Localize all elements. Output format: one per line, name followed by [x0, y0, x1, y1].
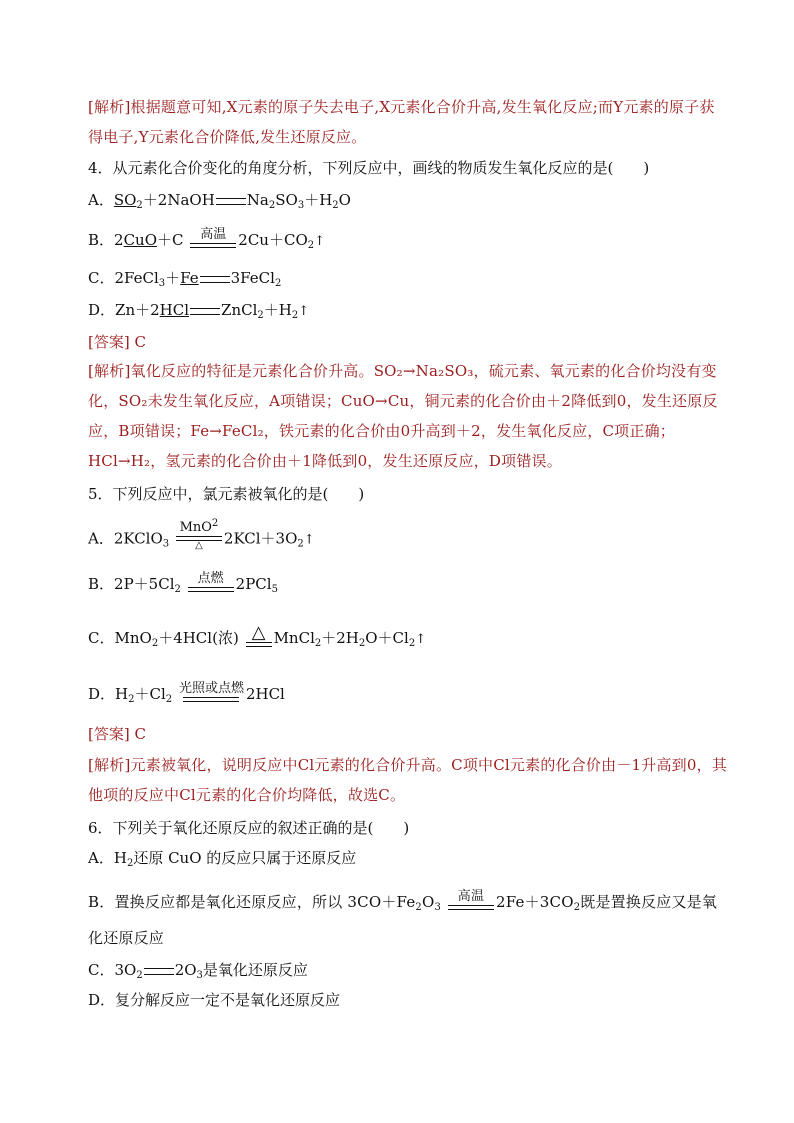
- q5-option-c: C．MnO$_2$＋4HCl(浓) △ $MnCl_2+2H_2O+Cl_2↑$: [88, 621, 427, 649]
- q5-answer: [答案] C: [88, 725, 146, 743]
- q4-option-d: D．Zn＋2HCl $ZnCl_2+H_2↑$: [88, 301, 310, 321]
- q4-option-b: B．2CuO＋C 高温 $2Cu+CO_2↑$: [88, 226, 326, 251]
- reaction-condition: 点燃: [188, 571, 234, 592]
- equals-arrow: [200, 276, 230, 283]
- q3-analysis: [解析]根据题意可知,X元素的原子失去电子,X元素化合价升高,发生氧化反应;而Y元素的原子获得电子,Y元素化合价降低,发生还原反应。: [88, 98, 715, 146]
- q5-option-b: B．$2P+5Cl_2$ 点燃 2PCl$_5$: [88, 570, 278, 595]
- reaction-condition: △: [246, 624, 272, 647]
- q5-analysis: [解析]元素被氧化，说明反应中Cl元素的化合价升高。C项中Cl元素的化合价由－1升高到0，其他项的反应中Cl元素的化合价均降低，故选C。: [88, 756, 728, 804]
- q6-option-b: B．置换反应都是氧化还原反应，所以 $3CO+Fe_2O_3$ 高温 $2Fe+3CO_2$既是置换反应又是氧化还原反应: [88, 888, 718, 947]
- q4-option-a: A．$SO_2+2NaOH$ $Na_2SO_3+H_2O$: [88, 191, 351, 211]
- q6-option-d: D．复分解反应一定不是氧化还原反应: [88, 991, 341, 1009]
- q5-option-d: D．$H_2+Cl_2$ 光照或点燃 2HCl: [88, 680, 285, 705]
- q4-option-c: C．2FeCl$_3$＋Fe 3FeCl$_2$: [88, 269, 282, 289]
- q6-option-a: A．$H_2$还原 CuO 的反应只属于还原反应: [88, 849, 357, 869]
- equals-arrow: [144, 968, 174, 975]
- reaction-condition: 高温: [448, 889, 494, 910]
- equals-arrow: [190, 308, 220, 315]
- reaction-condition: 高温: [190, 227, 236, 248]
- q5-option-a: A．2KClO$_3$ MnO$^2$ △ $2KCl+3O_2↑$: [88, 518, 315, 551]
- reaction-condition: 光照或点燃: [179, 681, 244, 702]
- q4-answer: [答案] C: [88, 333, 146, 351]
- q5-stem: 5．下列反应中，氯元素被氧化的是( ): [88, 485, 365, 503]
- q6-option-c: C．$3O_2$ $2O_3$是氧化还原反应: [88, 961, 308, 981]
- equals-arrow: [216, 198, 246, 205]
- q4-analysis: [解析]氧化反应的特征是元素化合价升高。SO₂→Na₂SO₃，硫元素、氧元素的化合价均没有变化，SO₂未发生氧化反应，A项错误；CuO→Cu，铜元素的化合价由＋2降低到0，发生还原反应，B项错误；Fe→FeCl₂，铁元素的化合价由0升高到＋2，发生氧化反应，C项正确；HCl→H₂，氢元素的化合价由＋1降低到0，发生还原反应，D项错误。: [88, 362, 718, 470]
- q4-stem: 4．从元素化合价变化的角度分析，下列反应中，画线的物质发生氧化反应的是( ): [88, 159, 650, 177]
- reaction-condition: MnO$^2$ △: [176, 520, 222, 551]
- q6-stem: 6．下列关于氧化还原反应的叙述正确的是( ): [88, 819, 410, 837]
